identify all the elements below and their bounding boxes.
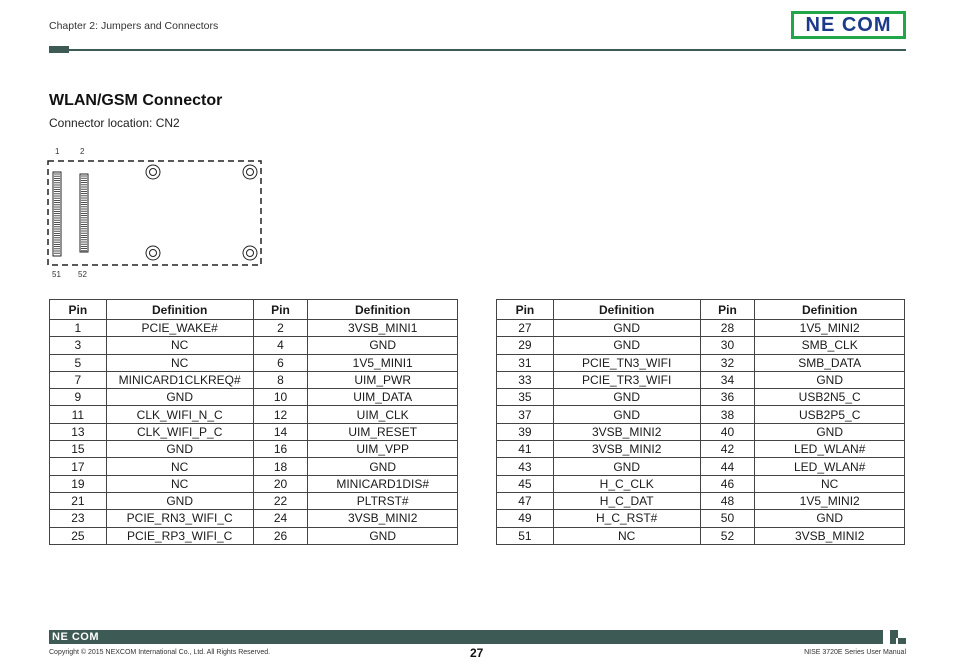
pin-number: 5 — [50, 354, 107, 371]
pin-definition: GND — [308, 527, 458, 544]
header-pin: Pin — [253, 300, 308, 320]
pin-definition: 1V5_MINI2 — [755, 320, 905, 337]
pin-definition: UIM_PWR — [308, 371, 458, 388]
pin-number: 31 — [497, 354, 554, 371]
pin-definition: NC — [553, 527, 700, 544]
table-row — [50, 337, 458, 354]
pin-number: 10 — [253, 389, 308, 406]
table-row — [497, 423, 905, 440]
pin-label-top-left: 1 — [55, 147, 60, 156]
pin-number: 39 — [497, 423, 554, 440]
pin-number: 7 — [50, 371, 107, 388]
header-definition: Definition — [106, 300, 253, 320]
pin-definition: 3VSB_MINI2 — [755, 527, 905, 544]
chapter-heading: Chapter 2: Jumpers and Connectors — [49, 20, 219, 32]
pin-number: 36 — [700, 389, 755, 406]
pin-definition: PLTRST# — [308, 492, 458, 509]
pin-definition: GND — [553, 337, 700, 354]
table-row — [497, 337, 905, 354]
pin-label-bottom-left: 51 — [52, 270, 61, 279]
pin-definition: MINICARD1DIS# — [308, 475, 458, 492]
pin-number: 3 — [50, 337, 107, 354]
pin-number: 51 — [497, 527, 554, 544]
pin-definition: USB2P5_C — [755, 406, 905, 423]
table-row — [50, 320, 458, 337]
table-row — [50, 510, 458, 527]
pin-definition: CLK_WIFI_P_C — [106, 423, 253, 440]
pin-definition: H_C_CLK — [553, 475, 700, 492]
pin-definition: PCIE_TR3_WIFI — [553, 371, 700, 388]
footer-logo: NE COM — [52, 631, 99, 643]
table-row — [50, 423, 458, 440]
pin-number: 49 — [497, 510, 554, 527]
pin-number: 15 — [50, 441, 107, 458]
table-header-row — [50, 300, 458, 320]
connector-location: Connector location: CN2 — [49, 116, 180, 130]
pin-number: 50 — [700, 510, 755, 527]
pin-definition: 3VSB_MINI2 — [308, 510, 458, 527]
pin-definition: PCIE_WAKE# — [106, 320, 253, 337]
pin-number: 37 — [497, 406, 554, 423]
section-title: WLAN/GSM Connector — [49, 92, 223, 109]
pin-definition: GND — [106, 492, 253, 509]
footer-decor — [890, 638, 896, 644]
pin-number: 30 — [700, 337, 755, 354]
pin-number: 8 — [253, 371, 308, 388]
pin-definition: SMB_CLK — [755, 337, 905, 354]
pin-definition: PCIE_RN3_WIFI_C — [106, 510, 253, 527]
pin-number: 45 — [497, 475, 554, 492]
table-row — [497, 458, 905, 475]
pin-number: 13 — [50, 423, 107, 440]
page-number: 27 — [470, 646, 484, 660]
pin-number: 38 — [700, 406, 755, 423]
table-row — [50, 527, 458, 544]
table-row — [50, 492, 458, 509]
table-row — [497, 371, 905, 388]
pin-definition: UIM_RESET — [308, 423, 458, 440]
pin-definition: H_C_RST# — [553, 510, 700, 527]
header-pin: Pin — [700, 300, 755, 320]
header-definition: Definition — [308, 300, 458, 320]
pin-definition: NC — [106, 458, 253, 475]
footer-decor — [898, 638, 906, 644]
pin-number: 43 — [497, 458, 554, 475]
pin-table-right — [496, 299, 905, 545]
table-row — [497, 441, 905, 458]
mount-hole-top-left — [146, 165, 160, 179]
pin-definition: USB2N5_C — [755, 389, 905, 406]
pin-definition: GND — [106, 389, 253, 406]
pin-definition: LED_WLAN# — [755, 458, 905, 475]
pin-number: 44 — [700, 458, 755, 475]
table-row — [497, 475, 905, 492]
table-row — [50, 371, 458, 388]
pin-number: 1 — [50, 320, 107, 337]
header-pin: Pin — [50, 300, 107, 320]
mount-hole-bottom-right — [243, 246, 257, 260]
pin-definition: 1V5_MINI2 — [755, 492, 905, 509]
header-logo — [791, 11, 906, 39]
pin-number: 12 — [253, 406, 308, 423]
pin-definition: UIM_VPP — [308, 441, 458, 458]
footer-bar — [49, 630, 883, 644]
pin-definition: PCIE_RP3_WIFI_C — [106, 527, 253, 544]
pin-definition: NC — [106, 337, 253, 354]
pin-definition: 3VSB_MINI2 — [553, 423, 700, 440]
footer-decor — [890, 630, 898, 638]
pin-definition: GND — [755, 510, 905, 527]
table-row — [497, 510, 905, 527]
table-row — [497, 354, 905, 371]
pin-number: 17 — [50, 458, 107, 475]
header-definition: Definition — [755, 300, 905, 320]
pin-number: 47 — [497, 492, 554, 509]
pin-definition: CLK_WIFI_N_C — [106, 406, 253, 423]
pin-number: 4 — [253, 337, 308, 354]
pin-definition: UIM_CLK — [308, 406, 458, 423]
pin-number: 32 — [700, 354, 755, 371]
pin-number: 20 — [253, 475, 308, 492]
pin-definition: GND — [755, 423, 905, 440]
table-row — [497, 389, 905, 406]
table-row — [50, 441, 458, 458]
pin-definition: GND — [553, 458, 700, 475]
pin-number: 11 — [50, 406, 107, 423]
pin-definition: PCIE_TN3_WIFI — [553, 354, 700, 371]
pin-number: 28 — [700, 320, 755, 337]
pin-number: 33 — [497, 371, 554, 388]
pin-number: 19 — [50, 475, 107, 492]
pin-table-left — [49, 299, 458, 545]
table-header-row — [497, 300, 905, 320]
pin-number: 35 — [497, 389, 554, 406]
pin-definition: GND — [755, 371, 905, 388]
pin-number: 42 — [700, 441, 755, 458]
pin-label-top-right: 2 — [80, 147, 85, 156]
pin-definition: GND — [553, 389, 700, 406]
pin-number: 41 — [497, 441, 554, 458]
pin-number: 14 — [253, 423, 308, 440]
pin-number: 6 — [253, 354, 308, 371]
copyright-text: Copyright © 2015 NEXCOM International Co., Ltd. All Rights Reserved. — [49, 649, 271, 656]
table-row — [50, 354, 458, 371]
header-definition: Definition — [553, 300, 700, 320]
table-row — [497, 527, 905, 544]
header-pin: Pin — [497, 300, 554, 320]
pin-number: 48 — [700, 492, 755, 509]
pin-definition: GND — [308, 458, 458, 475]
connector-diagram — [47, 160, 262, 266]
pin-definition: GND — [553, 320, 700, 337]
pin-definition: NC — [106, 475, 253, 492]
pin-definition: NC — [106, 354, 253, 371]
pin-definition: UIM_DATA — [308, 389, 458, 406]
pin-number: 27 — [497, 320, 554, 337]
pin-number: 46 — [700, 475, 755, 492]
table-row — [497, 492, 905, 509]
table-row — [50, 475, 458, 492]
pin-definition: NC — [755, 475, 905, 492]
header-rule-block — [49, 46, 69, 53]
pin-definition: GND — [308, 337, 458, 354]
pin-number: 52 — [700, 527, 755, 544]
pin-number: 21 — [50, 492, 107, 509]
table-row — [50, 406, 458, 423]
pin-definition: 1V5_MINI1 — [308, 354, 458, 371]
pin-number: 34 — [700, 371, 755, 388]
pin-definition: GND — [553, 406, 700, 423]
pin-definition: MINICARD1CLKREQ# — [106, 371, 253, 388]
table-row — [50, 389, 458, 406]
pin-definition: LED_WLAN# — [755, 441, 905, 458]
pin-number: 23 — [50, 510, 107, 527]
pin-definition: SMB_DATA — [755, 354, 905, 371]
pin-number: 18 — [253, 458, 308, 475]
pin-number: 25 — [50, 527, 107, 544]
header-logo-text: NE COM — [805, 13, 892, 36]
pin-number: 24 — [253, 510, 308, 527]
pin-definition: 3VSB_MINI1 — [308, 320, 458, 337]
table-row — [50, 458, 458, 475]
pin-definition: 3VSB_MINI2 — [553, 441, 700, 458]
pin-number: 40 — [700, 423, 755, 440]
pin-label-bottom-right: 52 — [78, 270, 87, 279]
table-row — [497, 406, 905, 423]
pin-definition: H_C_DAT — [553, 492, 700, 509]
pin-number: 26 — [253, 527, 308, 544]
pin-number: 22 — [253, 492, 308, 509]
pin-number: 29 — [497, 337, 554, 354]
mount-hole-bottom-left — [146, 246, 160, 260]
table-row — [497, 320, 905, 337]
pin-number: 16 — [253, 441, 308, 458]
pin-number: 9 — [50, 389, 107, 406]
pin-number: 2 — [253, 320, 308, 337]
header-rule — [49, 49, 906, 51]
pin-definition: GND — [106, 441, 253, 458]
manual-name: NISE 3720E Series User Manual — [804, 649, 906, 656]
mount-hole-top-right — [243, 165, 257, 179]
